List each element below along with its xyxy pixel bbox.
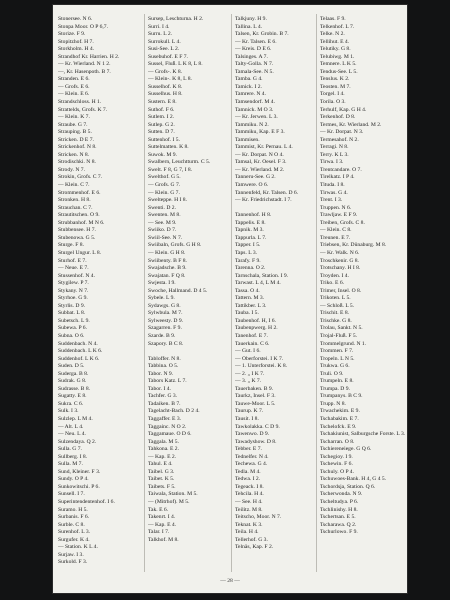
index-entry: — Klein. C 8.	[320, 227, 352, 234]
index-entry: Talkjuny. H 9.	[235, 16, 267, 22]
index-entry: Szagarren. F 9.	[148, 325, 182, 332]
index-entry: Telubiwg. M 1.	[320, 53, 355, 60]
index-entry: Superintendentenhof. I 6.	[58, 499, 115, 505]
index-entry: Taurkz, Insel. F 3.	[235, 393, 276, 400]
index-entry: Tamrere. N 4.	[235, 91, 266, 98]
index-entry: Talsinges. A 7.	[235, 53, 268, 60]
index-entry: — Kreis. D E 6.	[235, 46, 272, 53]
index-entry: Taubenpwerg. H 2.	[235, 325, 278, 332]
index-entry: — Kr. Dorpat. N O 4.	[235, 151, 284, 158]
index-entry: Sudrak. G 8.	[58, 378, 87, 385]
index-entry: Sylweesty. D 9.	[148, 317, 184, 324]
index-entry: Trukwa. G 6.	[320, 363, 350, 370]
index-entry: Termes, Kr. Wierland. M 2.	[320, 121, 382, 128]
index-entry: Tenslus. K 2.	[320, 76, 350, 83]
index-entry: Trent. I 3.	[320, 197, 343, 204]
index-entry: Sturge. F 8.	[58, 242, 85, 249]
index-entry: Tamwere. O 6.	[235, 182, 269, 189]
index-entry: Suwok. M 9.	[148, 151, 177, 158]
index-entry: — Kr. Dorpat. N 3.	[320, 129, 364, 136]
index-entry: Swelteppe. H I 8.	[148, 197, 187, 204]
index-entry: Tawenwo. D 9.	[235, 431, 270, 438]
index-entry: Sybele. L 9.	[148, 295, 175, 302]
index-entry: Tropeln. L N 5.	[320, 355, 355, 362]
index-entry: Surble. C 8.	[58, 521, 85, 528]
index-entry: Tagelacht-Bach. D 2 4.	[148, 408, 200, 415]
page-number: — 28 —	[220, 578, 240, 584]
index-entry: Tahul. E 4.	[148, 461, 173, 468]
index-entry: Swenten. M 8.	[148, 212, 181, 219]
index-entry: Tabors Katz. L 7.	[148, 378, 187, 385]
index-entry: Terhulf, Kap. G H 4.	[320, 106, 367, 113]
index-entry: Trentcandare. O 7.	[320, 166, 362, 173]
index-entry: Tamick. I 2.	[235, 83, 262, 90]
index-entry: Surru. L 2.	[148, 31, 173, 38]
index-entry: Suddenhof. L K 6.	[58, 355, 100, 362]
index-entry: Teknat. K 3.	[235, 521, 263, 528]
index-entry: Tausit. I 8.	[235, 415, 259, 422]
index-entry: Swiiko. D 7.	[148, 227, 177, 234]
index-entry: Torila. O 3.	[320, 99, 346, 106]
index-entry: Stykany. N 7.	[58, 287, 89, 294]
index-entry: Troschkenir. G 8.	[320, 257, 359, 264]
index-entry: Tamba. G 4.	[235, 76, 263, 83]
index-entry: — Alt. L 4.	[58, 423, 84, 430]
index-entry: — Grofs-. K 8.	[148, 68, 183, 75]
index-entry: Strokin, Grofs. C 7.	[58, 174, 103, 181]
index-entry: Truppen. N 6.	[320, 204, 352, 211]
index-entry: Sutlep. G 2.	[148, 121, 175, 128]
index-entry: Sutlem. I 2.	[148, 114, 175, 121]
index-entry: Trikoten. L 5.	[320, 295, 351, 302]
index-entry: Tapper. I 5.	[235, 242, 261, 249]
index-entry: — 2. „ I K 7.	[235, 370, 265, 377]
index-entry: Tarenna. O 2.	[235, 265, 266, 272]
index-entry: Termesahof. N 2.	[320, 136, 359, 143]
index-entry: Tawadyshow. D 8.	[235, 438, 277, 445]
index-entry: Tegeack. I 8.	[235, 483, 264, 490]
directory-page	[52, 4, 408, 594]
index-entry: Sulzlep. L M 4.	[58, 415, 93, 422]
index-entry: Swalbern, Leuchtturm. C 5.	[148, 159, 211, 166]
index-entry: — Klein. G H 8.	[148, 249, 186, 256]
index-entry: Tscherwonda. N 9.	[320, 491, 363, 498]
index-entry: Tituda. I 8.	[320, 182, 345, 189]
index-entry: Tassa. O 4.	[235, 287, 260, 294]
index-entry: Suramo. H 5.	[58, 506, 88, 513]
index-entry: Telaas. F 9.	[320, 16, 346, 22]
index-entry: Telke. N 2.	[320, 31, 345, 38]
index-entry: Tschurlowo. F 9.	[320, 529, 358, 536]
index-entry: Swiibaln, Grofs. G H 8.	[148, 242, 202, 249]
index-entry: Teilitz. M 8.	[235, 506, 263, 513]
index-entry: Tabloffer. N 8.	[148, 355, 181, 362]
index-entry: — See. M 9.	[148, 219, 177, 226]
index-entry: Taggala. M 5.	[148, 438, 179, 445]
index-entry: Tanneru-See. G 2.	[235, 174, 276, 181]
index-entry: Triko. E 6.	[320, 280, 345, 287]
index-entry: Strickenhof. N 8.	[58, 144, 97, 151]
index-entry: Tellihut. E 4.	[320, 38, 350, 45]
index-entry: Tallina. L 4.	[235, 23, 263, 30]
index-entry: Tschlinishy. H 8.	[320, 506, 358, 513]
index-entry: — Grofs. G 7.	[148, 182, 181, 189]
index-entry: Storkholm. H 4.	[58, 46, 95, 53]
index-entry: Strommenhof. E 6.	[58, 189, 101, 196]
index-entry: Szarde. B 9.	[148, 332, 176, 339]
index-entry: Tabbina. O 5.	[148, 363, 179, 370]
index-entry: Terkenhof. D 8.	[320, 114, 356, 121]
index-entry: Tschuwoes-Bank. H 4, G 4 5.	[320, 476, 387, 483]
index-entry: Szapory. B C 8.	[148, 340, 184, 347]
index-entry: Swenti. D 2.	[148, 204, 176, 211]
index-entry: Trupp. N 8.	[320, 400, 346, 407]
index-entry: Tehcila. H 4.	[235, 491, 264, 498]
index-entry: Taibet. K 5.	[148, 476, 175, 483]
index-entry: — Klein. E 6.	[58, 91, 90, 98]
index-entry: Swoche, Hallmand. D 4 5.	[148, 287, 208, 294]
index-entry: —, Kr. Hasenpoth. B 7.	[58, 68, 111, 75]
index-entry: Talty-Golla. N 7.	[235, 61, 274, 68]
index-entry: Subna. O 6.	[58, 332, 85, 339]
index-entry: Surbanis. F 6.	[58, 514, 90, 521]
index-entry: Tschertsan. E 5.	[320, 514, 356, 521]
index-entry: — Klein-. K 8, L 8.	[148, 76, 192, 83]
index-entry: Tarafy. F 9.	[235, 257, 261, 264]
index-entry: Suthof. F 6.	[148, 106, 175, 113]
index-entry: Sulzendaya. Q 2.	[58, 438, 97, 445]
index-entry: Susi-See. L 2.	[148, 46, 180, 53]
index-entry: Tadaiken. B 7.	[148, 400, 181, 407]
index-entry: Tendus-See. L 5.	[320, 68, 358, 75]
index-entry: Trommen. F 7.	[320, 348, 354, 355]
index-entry: Sydawgs. G 8.	[148, 302, 181, 309]
index-entry: Tauerkain. C 6.	[235, 340, 270, 347]
index-entry: Strandhof Kr. Harrien. H 2.	[58, 53, 120, 60]
index-entry: Sutten. D 7.	[148, 129, 175, 136]
index-entry: — Neu. L 4.	[58, 431, 86, 438]
index-entry: Tirwa. I 3.	[320, 159, 344, 166]
index-entry: Sulla. M 7.	[58, 461, 83, 468]
index-entry: Swelt. F 8, G 7, I 8.	[148, 166, 193, 173]
index-entry: Tauwe-Moor. L 5.	[235, 400, 276, 407]
index-entry: Tarwast. L 4, L M 4.	[235, 280, 281, 287]
index-entry: Sustern. E 8.	[148, 99, 177, 106]
index-entry: Suttenhof. I 5.	[148, 136, 181, 143]
index-entry: — Kr. Jerwen. L 3.	[235, 114, 278, 121]
index-entry: Tirelkatz. I P 4.	[320, 174, 355, 181]
index-entry: Teila. H 4.	[235, 529, 259, 536]
index-entry: Telnäs, Kap. F 2.	[235, 544, 274, 551]
index-entry: Taggainc. N O 2.	[148, 423, 187, 430]
index-entry: Triebsen, Kr. Dünaburg. M 8.	[320, 242, 387, 249]
index-entry: Sylwbula. M 7.	[148, 310, 183, 317]
index-entry: Strody. N 7.	[58, 166, 85, 173]
index-entry: Sunkowitschi. P 6.	[58, 483, 100, 490]
index-entry: Swiil-See. N 7.	[148, 234, 183, 241]
index-entry: Trolau, Sankt. N 5.	[320, 325, 363, 332]
index-entry: Sursep, Leschturna. H 2.	[148, 16, 204, 22]
index-entry: Subbat. L 8.	[58, 310, 86, 317]
index-entry: Suddenbach. L K 6.	[58, 348, 103, 355]
index-entry: Talsen, Kr. Grobin. B 7.	[235, 31, 289, 38]
index-entry: Talkhof. M 8.	[148, 536, 179, 543]
index-entry: Trumpanys. B C 9.	[320, 393, 363, 400]
index-entry: Sullberg. I 8.	[58, 453, 88, 460]
index-entry: Surenhof. L 3.	[58, 529, 91, 536]
index-entry: Suddenbach. N 4.	[58, 340, 98, 347]
index-entry: Tammiku, Kap. E F 3.	[235, 129, 285, 136]
index-entry: Sunsell. I 7.	[58, 491, 85, 498]
index-entry: Stygilew. P 7.	[58, 280, 89, 287]
index-entry: Swajadsche. B 9.	[148, 265, 187, 272]
index-entry: Sturhof. E 7.	[58, 257, 87, 264]
index-entry: Sussel, Fluß. L K 8, L 8.	[148, 61, 203, 68]
index-entry: Stronken. H 8.	[58, 197, 91, 204]
index-entry: Susselhus. H 8.	[148, 91, 183, 98]
index-entry: — See. H 4.	[235, 499, 263, 505]
index-entry: Susebuhof. E F 7.	[148, 53, 188, 60]
index-entry: Stonpa Moor. O P 6,7.	[58, 23, 108, 30]
index-entry: Troyden. I 4.	[320, 272, 350, 279]
index-entry: Tannenhof. H 8.	[235, 212, 272, 219]
index-entry: Subewa. P 6.	[58, 325, 88, 332]
index-entry: Strautitschen. O 9.	[58, 212, 100, 219]
index-entry: Strauchan. C 7.	[58, 204, 93, 211]
index-entry: Temnere. L K 5.	[320, 61, 357, 68]
index-entry: — Kap. E 2.	[148, 453, 177, 460]
index-entry: Telutiky. G 8.	[320, 46, 351, 53]
index-entry: — Grofs. E 6.	[58, 83, 90, 90]
index-entry: Tannenfeld, Kr. Talsen. D 6.	[235, 189, 299, 196]
index-entry: Tschabakim. E 7.	[320, 415, 359, 422]
index-entry: — Kap. E 4.	[148, 521, 177, 528]
index-entry: Tammist, Kr. Pernau. L 4.	[235, 144, 293, 151]
index-entry: Tschakiunist, Salburgsche Forste. L 3.	[320, 431, 406, 438]
index-entry: Sudrasse. B 8.	[58, 385, 91, 392]
index-entry: Stonersee. N 6.	[58, 16, 93, 22]
index-entry: Terry. K L 3.	[320, 151, 349, 158]
index-entry: Trommelgrund. N 1.	[320, 340, 367, 347]
index-entry: Taggamaue. O D 6.	[148, 431, 192, 438]
index-entry: Tedwa. I 2.	[235, 476, 261, 483]
index-entry: Taggaffer. E 3.	[148, 415, 182, 422]
index-entry: Swajatan. F Q 8.	[148, 272, 186, 279]
index-entry: Surjaw. I 3.	[58, 551, 84, 558]
index-entry: — 3. „ K 7.	[235, 378, 262, 385]
index-entry: — Kr. Friedrichstadt. I 7.	[235, 197, 292, 204]
index-entry: Tscharran. O 8.	[320, 438, 355, 445]
index-entry: — Klein. C 7.	[58, 182, 90, 189]
index-entry: Tellerhof. G 3.	[235, 536, 268, 543]
index-entry: Sukra. C 6.	[58, 400, 84, 407]
index-entry: Tschiereneiege. G Q 6.	[320, 446, 372, 453]
index-entry: Suden. D 5.	[58, 363, 85, 370]
index-entry: Tscheltudya. P 6.	[320, 499, 359, 505]
index-entry: Trischit. E 8.	[320, 310, 350, 317]
index-entry: — Kr. Wierland. M 2.	[235, 166, 285, 173]
index-entry: Trumpa. D 9.	[320, 385, 350, 392]
index-entry: Tak. E 6.	[148, 506, 169, 513]
index-entry: Tabor. I 4.	[148, 385, 171, 392]
index-entry: Tamsendorf. M 4.	[235, 99, 275, 106]
index-entry: Stubenowa. G 5.	[58, 234, 96, 241]
index-entry: Trumpeln. E 8.	[320, 378, 354, 385]
index-entry: Tanenhof. E 7.	[235, 332, 268, 339]
index-entry: Tschewin. F 6.	[320, 461, 353, 468]
index-entry: Tabor. N 9.	[148, 370, 174, 377]
index-entry: — Klein. G 7.	[148, 189, 180, 196]
index-entry: — Neue. E 7.	[58, 265, 89, 272]
index-entry: Tammiku. N 2.	[235, 121, 269, 128]
index-entry: Trwachekim. E 9.	[320, 408, 360, 415]
index-entry: Taibel. G 3.	[148, 468, 175, 475]
index-entry: Tebber. E 7.	[235, 446, 262, 453]
index-column-4	[320, 16, 406, 537]
index-entry: Tschuly. O P 4.	[320, 468, 354, 475]
index-entry: — Schloß. L 5.	[320, 302, 355, 309]
index-entry: — Station. K L 4.	[58, 544, 98, 551]
index-entry: Tattikber. L 3.	[235, 302, 267, 309]
index-entry: Sulk. I 3.	[58, 408, 79, 415]
index-entry: Truli. O 9.	[320, 370, 344, 377]
index-entry: Taubenhof. H, I 6.	[235, 317, 276, 324]
index-entry: Taps. L 3.	[235, 249, 258, 256]
index-entry: Torgel. I 4.	[320, 91, 345, 98]
index-column-3	[235, 16, 321, 552]
index-entry: Straube. G 7.	[58, 121, 88, 128]
index-entry: Terragi. N 8.	[320, 144, 349, 151]
index-entry: Storize. F 9.	[58, 31, 86, 38]
index-entry: Strandschloss. H 1.	[58, 99, 102, 106]
index-entry: — (Mitrhof). M 5.	[148, 499, 190, 505]
index-entry: Tamala-See. N 5.	[235, 68, 274, 75]
index-entry: Sugatty. E 8.	[58, 393, 87, 400]
index-entry: Tamsal, Kr. Oesel. F 3.	[235, 159, 287, 166]
index-entry: — Kr. Walk. N 6.	[320, 249, 360, 256]
index-entry: Tschegioy. I 9.	[320, 453, 353, 460]
index-entry: Taiwala, Station. M 5.	[148, 491, 198, 498]
index-entry: Treiben, Grofs. C 8.	[320, 219, 365, 226]
index-entry: Strodischki. N 8.	[58, 159, 96, 166]
index-entry: Surkold. F 3.	[58, 559, 88, 566]
index-entry: Styrlis. D 9.	[58, 302, 86, 309]
index-entry: Sulla. G 7.	[58, 446, 82, 453]
index-entry: Subetsch. L 9.	[58, 317, 90, 324]
index-entry: Tauba. I 5.	[235, 310, 259, 317]
index-entry: Tarnschala, Station. I 9.	[235, 272, 289, 279]
column-divider	[144, 14, 145, 572]
index-entry: Stricken. N 8.	[58, 151, 90, 158]
index-entry: Stopitzhof. H 7.	[58, 38, 94, 45]
index-entry: Strubbanhof. M N 6.	[58, 219, 105, 226]
index-entry: Trotschany. H I 8.	[320, 265, 361, 272]
index-entry: Talar. I 7.	[148, 529, 170, 536]
index-entry: Tahkona. E 2.	[148, 446, 179, 453]
index-entry: — Kr. Talsen. E 6.	[235, 38, 277, 45]
index-entry: Strauping. B 5.	[58, 129, 92, 136]
index-entry: Strattelds, Grofs. K 7.	[58, 106, 108, 113]
index-entry: Sturgel Ungur. L 8.	[58, 249, 102, 256]
index-entry: Trawljaw. E F 9.	[320, 212, 358, 219]
index-entry: — Klein. K 7.	[58, 114, 90, 121]
index-entry: Tawkolakka. C D 9.	[235, 423, 280, 430]
index-entry: Tauerbaken. B 9.	[235, 385, 274, 392]
index-entry: Sund, Kleiner. F 3.	[58, 468, 101, 475]
index-entry: Surgufer. K 4.	[58, 536, 90, 543]
index-entry: Tapnik. M 3.	[235, 227, 264, 234]
index-entry: — Kr. Wierland. N 1 2.	[58, 61, 111, 68]
index-entry: Surrokull. L 4.	[148, 38, 181, 45]
index-entry: Taurup. K 7.	[235, 408, 264, 415]
index-entry: Tedla. M 4.	[235, 468, 261, 475]
index-entry: Takenrt. I 4.	[148, 514, 176, 521]
index-entry: Telkenhof. L 7.	[320, 23, 355, 30]
index-entry: Sundy. O P 4.	[58, 476, 89, 483]
index-entry: Stranden. E 6.	[58, 76, 90, 83]
index-entry: Swelthof. G 5.	[148, 174, 181, 181]
index-entry: Teitscho, Moor. N 7.	[235, 514, 282, 521]
index-entry: Tachfer. G 3.	[148, 393, 178, 400]
index-entry: Tappelis. E 8.	[235, 219, 266, 226]
index-entry: Tscharawa. Q 2.	[320, 521, 357, 528]
index-entry: Teosten. M 7.	[320, 83, 351, 90]
index-entry: Tschelofck. E 9.	[320, 423, 357, 430]
index-entry: Stubbensee. H 7.	[58, 227, 96, 234]
index-entry: Trojal-Fluß. F 5.	[320, 332, 358, 339]
index-entry: Styrhoe. G 9.	[58, 295, 88, 302]
index-entry: — Gut. I 6.	[235, 348, 261, 355]
index-entry: Suttelmatten. K 8.	[148, 144, 189, 151]
index-entry: Suderga. B 8.	[58, 370, 89, 377]
index-entry: Tednelfer. N 4.	[235, 453, 269, 460]
index-entry: Surri. I 4.	[148, 23, 170, 30]
index-entry: Tschordsja, Station. Q 6.	[320, 483, 376, 490]
index-entry: Tappurla. L 7.	[235, 234, 267, 241]
index-column-2	[148, 16, 234, 544]
index-entry: Treunen. E 7.	[320, 234, 351, 241]
index-entry: Techewa. G 4.	[235, 461, 268, 468]
index-entry: Tamnick. M O 3.	[235, 106, 274, 113]
index-entry: Tirwas. G 4.	[320, 189, 348, 196]
index-entry: Tattern. M 3.	[235, 295, 265, 302]
index-entry: Swjesta. I 9.	[148, 280, 176, 287]
index-entry: Tammisen.	[235, 136, 260, 143]
index-entry: — 1. Unterforstei. K 8.	[235, 363, 288, 370]
index-entry	[148, 348, 234, 356]
index-entry: Susselhof. K 8.	[148, 83, 183, 90]
index-entry: Stricken. D E 7.	[58, 136, 94, 143]
index-entry: Taibets. F 5.	[148, 483, 176, 490]
index-entry: Swiibenty. B F 8.	[148, 257, 187, 264]
index-entry: Trischke. G 8.	[320, 317, 352, 324]
index-column-1	[58, 16, 144, 567]
index-entry: — Oberforstei. I K 7.	[235, 355, 284, 362]
index-entry: Trimer, Insel. O 8.	[320, 287, 362, 294]
index-entry: Stussenhof. N 4.	[58, 272, 95, 279]
